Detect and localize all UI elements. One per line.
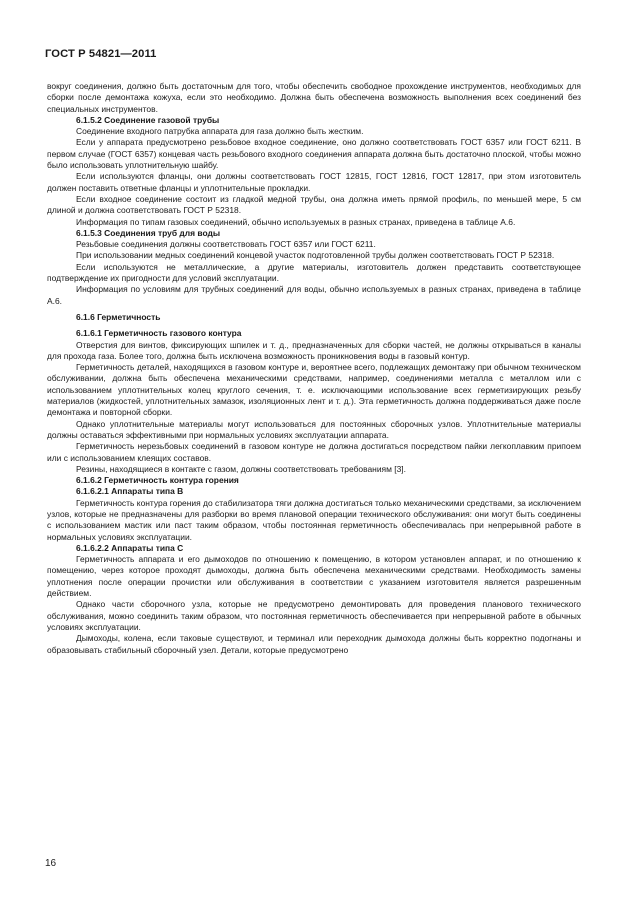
paragraph: Соединение входного патрубка аппарата для газа должно быть жестким. [76,126,364,137]
document-header: ГОСТ Р 54821—2011 [45,48,157,60]
paragraph: вокруг соединения, должно быть достаточным для того, чтобы обеспечить свободное прохождение инструментов, необходимых для сборки после демонтажа кожуха, если это необходимо. Должна быть обеспечена возможность выполнения всех соединений без специальных инструментов. [47,81,581,114]
paragraph: Если используются фланцы, они должны соответствовать ГОСТ 12815, ГОСТ 12816, ГОСТ 12817, при этом изготовитель должен поставить ответные фланцы и уплотнительные прокладки. [47,171,581,193]
paragraph: Герметичность деталей, находящихся в газовом контуре и, вероятнее всего, подлежащих демонтажу при обычном техническом обслуживании, должна быть обеспечена механическими средствами, например, соединениями металла с металлом или с использованием уплотнительных колец круглого сечения, т. е. исключающими использование всех герметизирующих резьбу материалов (жидкостей, уплотнительных замазок, изоляционных лент и т. д.). Эта герметичность должна поддерживаться даже после демонтажа и повторной сборки. [47,362,581,418]
section-heading: 6.1.6.1 Герметичность газового контура [76,328,242,339]
section-heading: 6.1.6.2.2 Аппараты типа С [76,542,184,553]
paragraph: Герметичность нерезьбовых соединений в газовом контуре не должна достигаться посредством пайки легкоплавким припоем или с использованием клеящих составов. [47,441,581,463]
paragraph: Герметичность аппарата и его дымоходов по отношению к помещению, в котором установлен аппарат, и по отношению к помещению, через которое проходят дымоходы, должна быть обеспечена механическими средствами. Необходимость замены уплотнения после операции прочистки или обслуживания в соответствии с указанием изготовителя является разрешенным действием. [47,554,581,599]
paragraph: Герметичность контура горения до стабилизатора тяги должна достигаться только механическими средствами, за исключением узлов, которые не предназначены для разборки во время плановой операции технического обслуживания: они могут быть соединены с использованием мастик или паст таким образом, чтобы постоянная герметичность обеспечивалась при непрерывной работе в нормальных условиях эксплуатации. [47,497,581,542]
paragraph: Информация по условиям для трубных соединений для воды, обычно используемых в разных странах, приведена в таблице А.6. [47,284,581,306]
paragraph: Если входное соединение состоит из гладкой медной трубы, она должна иметь прямой профиль, по меньшей мере, 5 см длиной и должна соответствовать ГОСТ Р 52318. [47,193,581,216]
paragraph: Если у аппарата предусмотрено резьбовое входное соединение, оно должно соответствовать ГОСТ 6357 или ГОСТ 6211. В первом случае (ГОСТ 6357) концевая часть резьбового входного соединения аппарата должна быть достаточно плоской, чтобы можно было использовать уплотнительную шайбу. [47,137,581,171]
paragraph: Если используются не металлические, а другие материалы, изготовитель должен представить соответствующее подтверждение их пригодности для условий эксплуатации. [47,261,581,284]
section-heading: 6.1.5.3 Соединения труб для воды [76,227,221,238]
paragraph: При использовании медных соединений концевой участок подготовленной трубы должен соответствовать ГОСТ Р 52318. [76,250,555,261]
paragraph: Однако части сборочного узла, которые не предусмотрено демонтировать для проведения планового технического обслуживания, можно соединить таким образом, что постоянная герметичность обеспечивается при непрерывной работе в обычных условиях эксплуатации. [47,599,581,632]
section-heading: 6.1.6 Герметичность [76,311,161,322]
page-number: 16 [45,858,57,869]
paragraph: Резьбовые соединения должны соответствовать ГОСТ 6357 или ГОСТ 6211. [76,239,376,250]
document-body [47,81,581,656]
paragraph: Информация по типам газовых соединений, обычно используемых в разных странах, приведена в таблице А.6. [76,216,516,227]
section-heading: 6.1.6.2.1 Аппараты типа В [76,486,184,497]
paragraph: Однако уплотнительные материалы могут использоваться для постоянных сборочных узлов. Уплотнительные материалы должны оставаться эффективными при нормальных условиях эксплуатации аппарата. [47,418,581,440]
section-heading: 6.1.6.2 Герметичность контура горения [76,475,239,486]
paragraph: Отверстия для винтов, фиксирующих шпилек и т. д., предназначенных для сборки частей, не должны открываться в каналы для прохода газа. Более того, должна быть исключена возможность проникновения воды в газовый контур. [47,339,581,361]
paragraph: Резины, находящиеся в контакте с газом, должны соответствовать требованиям [3]. [76,463,406,474]
section-heading: 6.1.5.2 Соединение газовой трубы [76,114,220,125]
paragraph: Дымоходы, колена, если таковые существуют, и терминал или переходник дымохода должны быть корректно подогнаны и образовывать стабильный сборочный узел. Детали, которые предусмотрено [47,633,581,655]
